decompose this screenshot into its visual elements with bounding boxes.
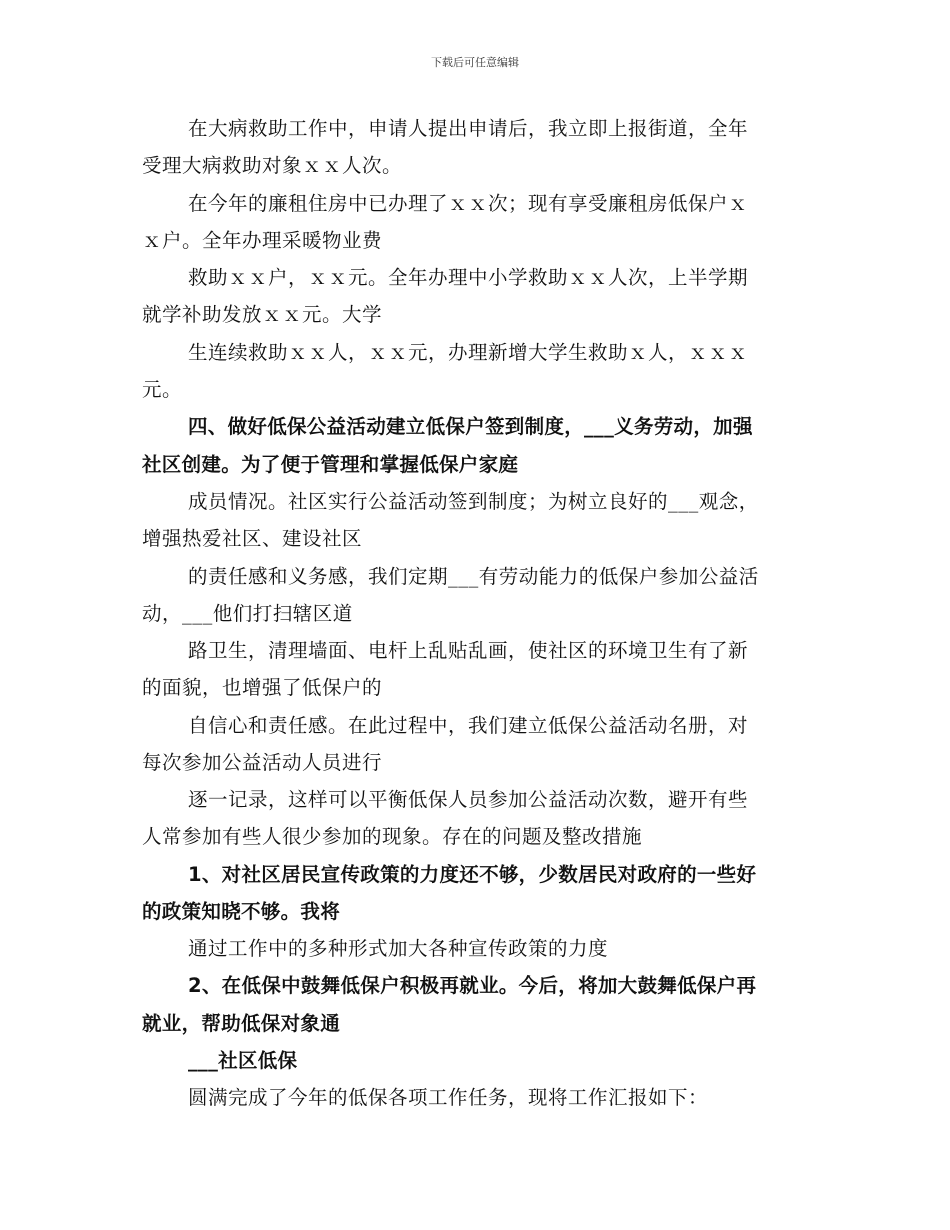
paragraph-line: 的面貌，也增强了低保户的 <box>142 676 383 699</box>
section-heading-line: 的政策知晓不够。我将 <box>142 900 341 923</box>
section-heading-line: 社区创建。为了便于管理和掌握低保户家庭 <box>142 453 519 476</box>
paragraph-line: 增强热爱社区、建设社区 <box>142 527 363 550</box>
section-heading-line: 1、对社区居民宣传政策的力度还不够，少数居民对政府的一些好 <box>188 863 757 886</box>
paragraph-line: 救助ｘｘ户，ｘｘ元。全年办理中小学救助ｘｘ人次，上半学期 <box>188 266 749 289</box>
paragraph-line: ｘ户。全年办理采暖物业费 <box>142 229 383 252</box>
paragraph-line: 在大病救助工作中，申请人提出申请后，我立即上报街道，全年 <box>188 117 749 140</box>
paragraph-line: 通过工作中的多种形式加大各种宣传政策的力度 <box>188 937 609 960</box>
paragraph-line: 生连续救助ｘｘ人，ｘｘ元，办理新增大学生救助ｘ人，ｘｘｘ <box>188 341 749 364</box>
paragraph-line: 在今年的廉租住房中已办理了ｘｘ次；现有享受廉租房低保户ｘ <box>188 192 749 215</box>
paragraph-line: 就学补助发放ｘｘ元。大学 <box>142 303 383 326</box>
paragraph-line: 自信心和责任感。在此过程中，我们建立低保公益活动名册，对 <box>188 714 749 737</box>
paragraph-line: 人常参加有些人很少参加的现象。存在的问题及整改措施 <box>142 825 643 848</box>
section-heading-line: ___社区低保 <box>188 1049 298 1072</box>
paragraph-line: 逐一记录，这样可以平衡低保人员参加公益活动次数，避开有些 <box>188 788 749 811</box>
paragraph-line: 动，___他们打扫辖区道 <box>142 602 353 625</box>
page-header: 下载后可任意编辑 <box>431 56 519 69</box>
paragraph-line: 元。 <box>142 378 183 401</box>
paragraph-line: 圆满完成了今年的低保各项工作任务，现将工作汇报如下： <box>188 1086 709 1109</box>
section-heading-line: 2、在低保中鼓舞低保户积极再就业。今后，将加大鼓舞低保户再 <box>188 974 757 997</box>
paragraph-line: 受理大病救助对象ｘｘ人次。 <box>142 154 403 177</box>
section-heading-line: 四、做好低保公益活动建立低保户签到制度，___义务劳动，加强 <box>188 415 753 438</box>
paragraph-line: 每次参加公益活动人员进行 <box>142 751 383 774</box>
paragraph-line: 成员情况。社区实行公益活动签到制度；为树立良好的___观念， <box>188 490 759 513</box>
paragraph-line: 的责任感和义务感，我们定期___有劳动能力的低保户参加公益活 <box>188 565 759 588</box>
section-heading-line: 就业，帮助低保对象通 <box>142 1012 341 1035</box>
paragraph-line: 路卫生，清理墙面、电杆上乱贴乱画，使社区的环境卫生有了新 <box>188 639 749 662</box>
